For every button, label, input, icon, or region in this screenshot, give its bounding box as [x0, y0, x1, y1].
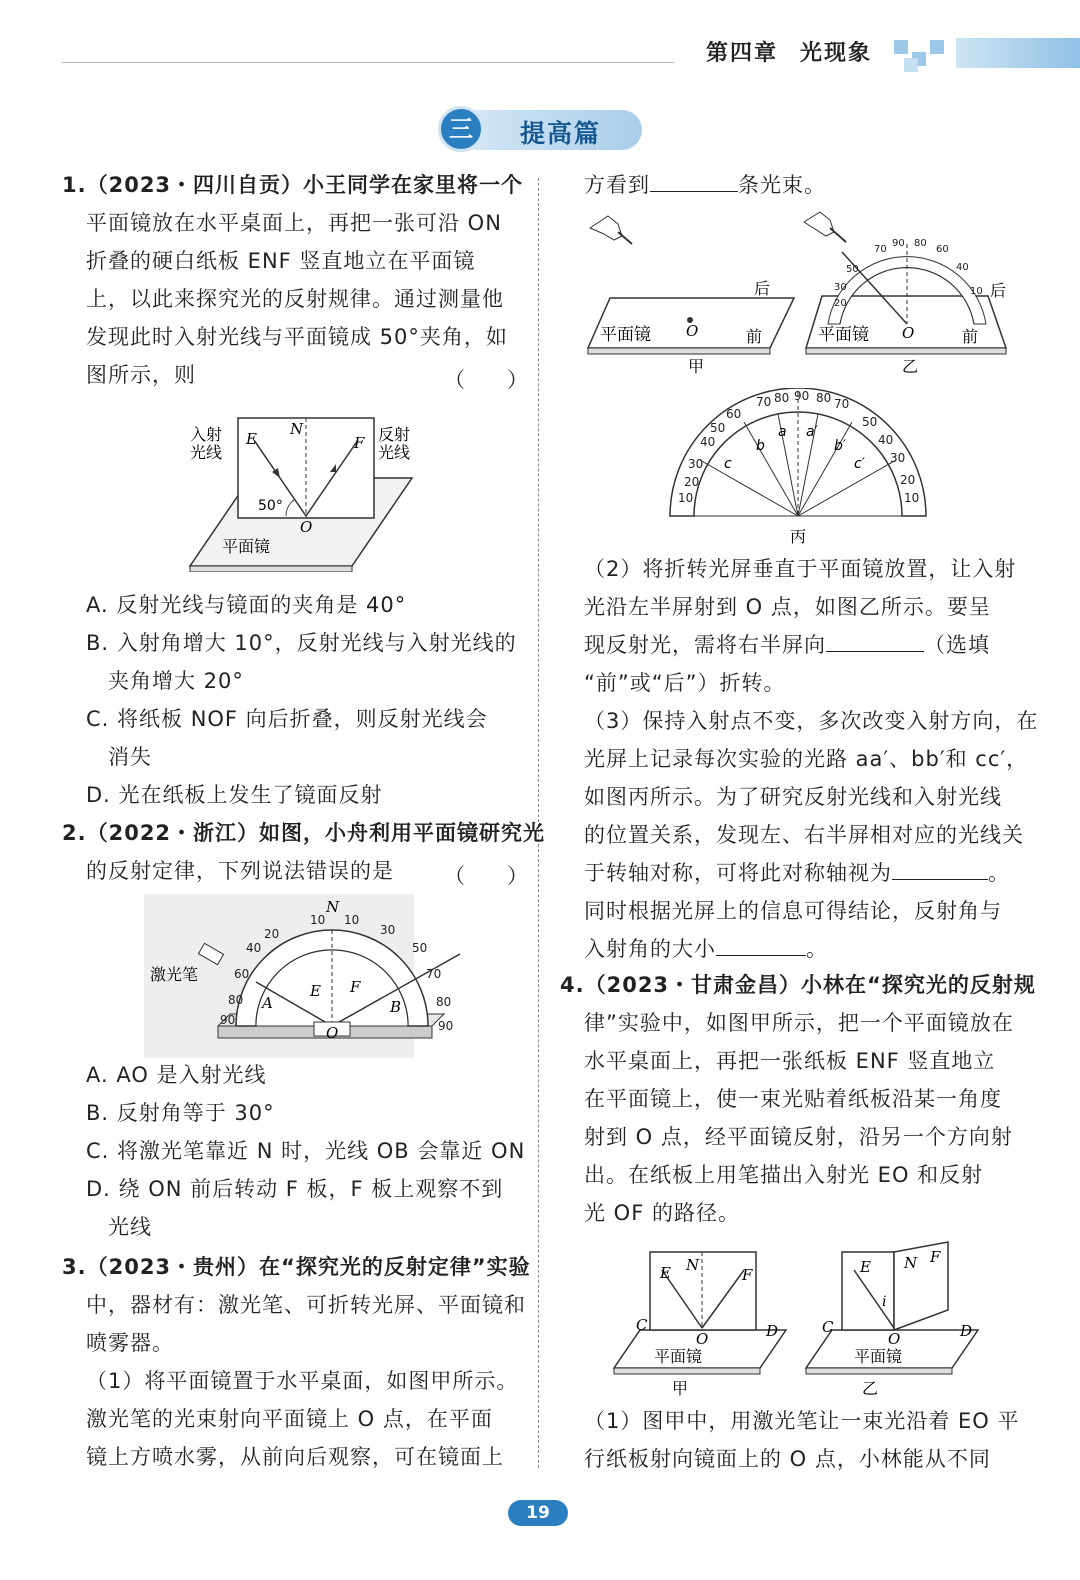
svg-text:a′: a′ [806, 424, 818, 440]
q3-period-1: 。 [988, 861, 1010, 885]
svg-text:20: 20 [900, 473, 916, 487]
chapter-topic: 光现象 [800, 41, 873, 66]
section-numeral: 三 [438, 106, 484, 152]
svg-text:50: 50 [412, 941, 428, 955]
chapter-header [706, 36, 894, 67]
q1-line-3: 折叠的硬白纸板 ENF 竖直地立在平面镜 [86, 249, 476, 273]
svg-text:60: 60 [936, 244, 949, 255]
svg-text:10: 10 [970, 286, 983, 297]
q2-line-1: 2.（2022・浙江）如图，小舟利用平面镜研究光 [62, 821, 546, 845]
q4-yi-mirror: 平面镜 [854, 1347, 903, 1366]
q3-part2-line-2: 光沿左半屏射到 O 点，如图乙所示。要呈 [584, 595, 991, 619]
q3-part3-line-3: 如图丙所示。为了研究反射光线和入射光线 [584, 785, 1002, 809]
q2-label-A: A [262, 994, 273, 1012]
svg-text:50: 50 [846, 264, 859, 275]
svg-text:40: 40 [956, 262, 969, 273]
svg-text:80: 80 [914, 238, 927, 249]
q3-part1-line-1: （1）将平面镜置于水平桌面，如图甲所示。 [86, 1369, 519, 1393]
q1-option-b-cont: 夹角增大 20° [86, 669, 244, 693]
q1-label-E: E [246, 430, 257, 448]
svg-text:10: 10 [310, 913, 326, 927]
q1-line-5: 发现此时入射光线与平面镜成 50°夹角，如 [86, 325, 508, 349]
svg-text:10: 10 [904, 491, 920, 505]
q3-bing-caption: 丙 [790, 527, 807, 546]
q4-jia-N: N [686, 1256, 700, 1274]
svg-text:90: 90 [892, 238, 905, 249]
q1-label-incident-1: 入射 [190, 425, 223, 444]
q3-yi-caption: 乙 [902, 357, 919, 376]
svg-text:50: 50 [710, 421, 726, 435]
q3-period-2: 。 [806, 937, 828, 961]
svg-text:40: 40 [700, 435, 716, 449]
q2-label-F: F [350, 978, 361, 996]
q2-label-O: O [326, 1024, 339, 1042]
svg-text:20: 20 [264, 927, 280, 941]
q4-part1-line-2: 行纸板射向镜面上的 O 点，小林能从不同 [584, 1447, 991, 1471]
q1-label-O: O [300, 518, 313, 536]
q3-line-1: 3.（2023・贵州）在“探究光的反射定律”实验 [62, 1255, 531, 1279]
svg-text:70: 70 [874, 244, 887, 255]
q2-option-b: B. 反射角等于 30° [86, 1101, 275, 1125]
svg-text:80: 80 [436, 995, 452, 1009]
svg-text:30: 30 [688, 457, 704, 471]
q3-jia-caption: 甲 [688, 357, 705, 376]
q3-part2-line-3 [584, 626, 990, 664]
q1-line-6: 图所示，则 [86, 363, 196, 387]
q1-option-a: A. 反射光线与镜面的夹角是 40° [86, 593, 407, 617]
q1-option-c: C. 将纸板 NOF 向后折叠，则反射光线会 [86, 707, 488, 731]
q3-yi-mirror: 平面镜 [818, 325, 869, 345]
page-number: 19 [508, 1500, 568, 1526]
q3-part1-line-4 [584, 166, 826, 204]
q4-line-7: 光 OF 的路径。 [584, 1201, 740, 1225]
q1-option-c-cont: 消失 [86, 745, 152, 769]
q3-part3-line-5 [584, 854, 1010, 892]
q1-line-1: 1.（2023・四川自贡）小王同学在家里将一个 [62, 173, 524, 197]
svg-text:20: 20 [684, 475, 700, 489]
q3-part3-line-4: 的位置关系，发现左、右半屏相对应的光线关 [584, 823, 1024, 847]
q3-yi-front: 前 [962, 327, 979, 346]
q4-yi-C: C [822, 1318, 834, 1336]
svg-text:10: 10 [344, 913, 360, 927]
q4-yi-O: O [888, 1330, 901, 1348]
q1-line-2: 平面镜放在水平桌面上，再把一张可沿 ON [86, 211, 502, 235]
q1-label-angle: 50° [258, 498, 283, 514]
q2-option-d-cont: 光线 [86, 1215, 152, 1239]
q3-blank-1[interactable] [650, 167, 738, 192]
q4-jia-F: F [742, 1266, 753, 1284]
q3-part2-line-1: （2）将折转光屏垂直于平面镜放置，让入射 [584, 557, 1017, 581]
q2-option-c: C. 将激光笔靠近 N 时，光线 OB 会靠近 ON [86, 1139, 526, 1163]
q2-label-E: E [310, 982, 321, 1000]
q3-part3-line-7 [584, 930, 828, 968]
q4-line-1: 4.（2023・甘肃金昌）小林在“探究光的反射规 [560, 973, 1036, 997]
svg-text:80: 80 [816, 391, 832, 405]
q4-yi-D: D [960, 1322, 973, 1340]
q3-jia-back: 后 [754, 279, 771, 298]
q3-part3-line-6: 同时根据光屏上的信息可得结论，反射角与 [584, 899, 1002, 923]
q4-jia-D: D [766, 1322, 779, 1340]
q3-line-3: 喷雾器。 [86, 1331, 174, 1355]
q1-label-reflected-1: 反射 [378, 425, 411, 444]
q4-yi-F: F [930, 1248, 941, 1266]
q4-part1-line-1: （1）图甲中，用激光笔让一束光沿着 EO 平 [584, 1409, 1020, 1433]
section-badge [438, 106, 644, 154]
q1-label-reflected-2: 光线 [378, 443, 411, 462]
q3-part2-text: 现反射光，需将右半屏向 [584, 633, 826, 657]
svg-text:80: 80 [774, 391, 790, 405]
svg-text:b′: b′ [834, 438, 847, 454]
q1-label-incident-2: 光线 [190, 443, 223, 462]
q1-label-F: F [354, 434, 365, 452]
q2-figure [144, 894, 470, 1058]
svg-text:80: 80 [228, 993, 244, 1007]
svg-text:90: 90 [438, 1019, 454, 1033]
q1-option-b: B. 入射角增大 10°，反射光线与入射光线的 [86, 631, 517, 655]
q3-jia-mirror: 平面镜 [600, 325, 651, 345]
svg-text:90: 90 [794, 389, 810, 403]
q4-jia-O: O [696, 1330, 709, 1348]
q3-part2-line-4: “前”或“后”）折转。 [584, 671, 786, 695]
q3-figure-jia-yi [584, 206, 1014, 376]
q4-figure [610, 1240, 990, 1400]
q1-label-N: N [290, 420, 304, 438]
svg-text:90: 90 [220, 1013, 236, 1027]
header-rule [62, 62, 674, 63]
q4-line-6: 出。在纸板上用笔描出入射光 EO 和反射 [584, 1163, 984, 1187]
q2-option-a: A. AO 是入射光线 [86, 1063, 267, 1087]
q3-part3-text-7: 入射角的大小 [584, 937, 716, 961]
q4-yi-caption: 乙 [862, 1379, 879, 1398]
section-title: 提高篇 [520, 119, 602, 148]
q3-blank-4[interactable] [716, 931, 806, 956]
q2-option-d: D. 绕 ON 前后转动 F 板，F 板上观察不到 [86, 1177, 504, 1201]
header-decoration [890, 36, 1080, 68]
q3-part1-line-3: 镜上方喷水雾，从前向后观察，可在镜面上 [86, 1445, 504, 1469]
q3-part3-line-1: （3）保持入射点不变，多次改变入射方向，在 [584, 709, 1039, 733]
q3-yi-back: 后 [990, 281, 1007, 300]
svg-text:c′: c′ [854, 456, 865, 472]
q3-part1-text-b: 条光束。 [738, 173, 826, 197]
q2-label-B: B [390, 998, 402, 1016]
q4-jia-caption: 甲 [672, 1379, 689, 1398]
q1-figure [186, 412, 418, 572]
svg-text:40: 40 [878, 433, 894, 447]
svg-text:30: 30 [380, 923, 396, 937]
q3-part2-tail: （选填 [924, 633, 990, 657]
svg-text:70: 70 [834, 397, 850, 411]
q1-option-d: D. 光在纸板上发生了镜面反射 [86, 783, 383, 807]
q4-yi-E: E [860, 1258, 871, 1276]
svg-text:60: 60 [234, 967, 250, 981]
svg-text:70: 70 [426, 967, 442, 981]
q3-blank-2[interactable] [826, 627, 924, 652]
q4-jia-E: E [660, 1264, 671, 1282]
q2-answer-paren: （ ） [444, 864, 528, 888]
q3-part1-text-a: 方看到 [584, 173, 650, 197]
svg-text:c: c [724, 456, 732, 472]
q2-label-N: N [326, 898, 340, 916]
q1-line-4: 上，以此来探究光的反射规律。通过测量他 [86, 287, 504, 311]
q3-yi-O: O [902, 324, 915, 342]
svg-text:40: 40 [246, 941, 262, 955]
svg-text:30: 30 [834, 282, 847, 293]
q1-answer-paren: （ ） [444, 368, 528, 392]
chapter-number: 第四章 [706, 41, 779, 66]
q3-blank-3[interactable] [892, 855, 988, 880]
q4-yi-i: i [882, 1294, 887, 1310]
svg-text:70: 70 [756, 395, 772, 409]
q3-part3-line-2: 光屏上记录每次实验的光路 aa′、bb′和 cc′， [584, 747, 1029, 771]
q3-jia-O: O [686, 322, 699, 340]
q3-figure-bing [664, 388, 934, 546]
svg-text:60: 60 [726, 407, 742, 421]
q3-part3-text-5: 于转轴对称，可将此对称轴视为 [584, 861, 892, 885]
svg-text:10: 10 [678, 491, 694, 505]
svg-text:a: a [778, 424, 787, 440]
svg-text:20: 20 [834, 298, 847, 309]
q4-jia-mirror: 平面镜 [654, 1347, 703, 1366]
q3-part1-line-2: 激光笔的光束射向平面镜上 O 点，在平面 [86, 1407, 493, 1431]
svg-text:b: b [756, 438, 765, 454]
svg-text:50: 50 [862, 415, 878, 429]
svg-text:30: 30 [890, 451, 906, 465]
q2-label-laser: 激光笔 [150, 965, 199, 984]
q3-line-2: 中，器材有：激光笔、可折转光屏、平面镜和 [86, 1293, 526, 1317]
q4-line-5: 射到 O 点，经平面镜反射，沿另一个方向射 [584, 1125, 1013, 1149]
q4-yi-N: N [904, 1254, 918, 1272]
q3-jia-front: 前 [746, 327, 763, 346]
q2-line-2: 的反射定律，下列说法错误的是 [86, 859, 394, 883]
q4-line-3: 水平桌面上，再把一张纸板 ENF 竖直地立 [584, 1049, 996, 1073]
q4-line-2: 律”实验中，如图甲所示，把一个平面镜放在 [584, 1011, 1014, 1035]
q4-jia-C: C [636, 1316, 648, 1334]
q4-line-4: 在平面镜上，使一束光贴着纸板沿某一角度 [584, 1087, 1002, 1111]
q1-label-mirror: 平面镜 [222, 537, 271, 556]
